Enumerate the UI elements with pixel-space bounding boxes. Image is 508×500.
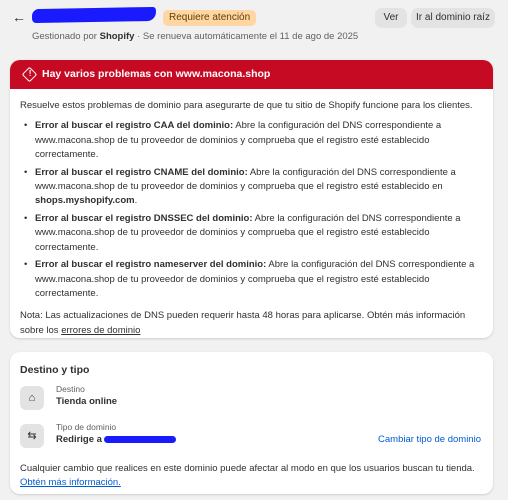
card-title: Destino y tipo: [20, 364, 90, 376]
redacted-domain-title: [32, 7, 156, 23]
domain-subtitle: [32, 31, 358, 42]
renewal-text: · Se renueva automáticamente el 11 de ago de 2025: [134, 31, 359, 42]
error-text: Abre la configuración del DNS correspondiente a www.macona.shop de tu proveedor de dominios y comprueba que el registro esté establecido en: [35, 166, 456, 192]
domain-errors-link[interactable]: errores de dominio: [61, 324, 141, 336]
destination-value: Tienda online: [56, 396, 118, 407]
domain-type-value: [56, 434, 176, 445]
page-header: [0, 0, 508, 50]
banner-intro: Resuelve estos problemas de dominio para asegurarte de que tu sitio de Shopify funcione para los clientes.: [20, 100, 473, 111]
change-domain-type-link[interactable]: Cambiar tipo de dominio: [378, 434, 481, 445]
learn-more-link[interactable]: Obtén más información.: [20, 477, 121, 488]
card-footer: [20, 462, 483, 490]
redirect-text: Redirige a: [56, 434, 102, 445]
error-item-cname: [20, 166, 483, 209]
banner-body: [10, 89, 493, 338]
error-heading: Error al buscar el registro CAA del dominio:: [35, 120, 234, 132]
error-heading: Error al buscar el registro nameserver del dominio:: [35, 259, 267, 271]
status-badge: Requiere atención: [163, 10, 256, 26]
store-icon: ⌂: [20, 386, 44, 410]
error-item-nameserver: [20, 258, 483, 301]
destination-type-card: [10, 352, 493, 494]
error-item-caa: [20, 119, 483, 162]
error-text: Abre la configuración del DNS correspondiente a www.macona.shop de tu proveedor de dominios y comprueba que el registro esté establecido correctamente.: [35, 120, 442, 160]
domain-problems-banner: [10, 60, 493, 338]
banner-title: Hay varios problemas con www.macona.shop: [42, 68, 271, 80]
dns-note: [20, 309, 483, 338]
redirect-icon: ⇆: [20, 424, 44, 448]
domain-type-label: Tipo de dominio: [56, 422, 117, 432]
back-arrow-icon[interactable]: ←: [12, 9, 26, 25]
root-domain-button[interactable]: Ir al dominio raíz: [411, 8, 495, 28]
error-list: [20, 119, 483, 301]
error-tail: .: [134, 195, 138, 207]
note-text: Nota: Las actualizaciones de DNS pueden requerir hasta 48 horas para aplicarse. Obtén más información sobre los: [20, 310, 466, 336]
error-heading: Error al buscar el registro CNAME del dominio:: [35, 166, 248, 178]
destination-row: [20, 384, 483, 422]
error-text: Abre la configuración del DNS correspondiente a www.macona.shop de tu proveedor de dominios y comprueba que el registro esté establecido correctamente.: [35, 213, 461, 253]
managed-by: Shopify: [99, 31, 135, 42]
redacted-redirect-target: [104, 436, 176, 443]
error-text: Abre la configuración del DNS correspondiente a www.macona.shop de tu proveedor de dominios y comprueba que el registro esté establecido correctamente.: [35, 259, 475, 300]
banner-header: [10, 60, 493, 89]
managed-prefix: Gestionado por: [32, 31, 97, 42]
error-item-dnssec: [20, 212, 483, 255]
cname-target: shops.myshopify.com: [35, 195, 135, 207]
alert-diamond-icon: !: [22, 67, 38, 83]
domain-type-row: [20, 422, 483, 460]
footer-text: Cualquier cambio que realices en este dominio puede afectar al modo en que los usuarios buscan tu tienda.: [20, 463, 475, 474]
view-button[interactable]: Ver: [375, 8, 407, 28]
error-heading: Error al buscar el registro DNSSEC del dominio:: [35, 213, 253, 225]
destination-label: Destino: [56, 384, 85, 394]
